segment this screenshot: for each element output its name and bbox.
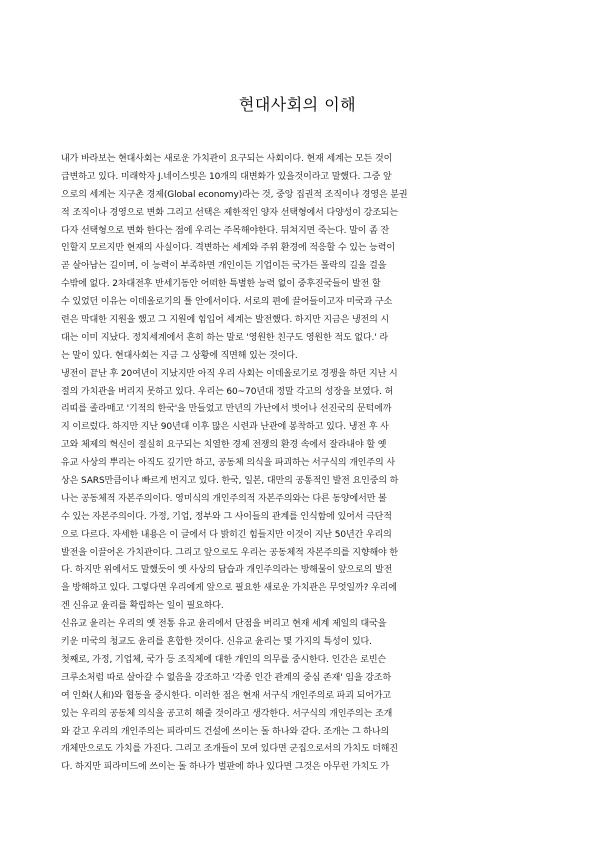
body-text-line: 수 있었던 이유는 이데올로기의 틀 안에서이다. 서로의 편에 끌어들이고자 미국과 구소 (61, 297, 393, 308)
body-text-line: 을 방해하고 있다. 그렇다면 우리에게 앞으로 필요한 새로운 가치관은 무엇일까? 우리에 (61, 583, 397, 594)
document-body (61, 151, 541, 777)
body-text-line: 겐 신유교 윤리를 확립하는 일이 필요하다. (61, 601, 224, 612)
body-text-line: 수 있는 자본주의이다. 가정, 기업, 정부와 그 사이들의 관계를 인식함에 있어서 극단적 (61, 511, 392, 522)
body-text-line: 냉전이 끝난 후 20여년이 지났지만 아직 우리 사회는 이데올로기로 경쟁을 하던 지난 시 (61, 368, 398, 379)
body-text-line: 다자 선택형으로 변화 한다는 점에 우리는 주목해야한다. 뒤쳐지면 죽는다. 말이 좀 잔 (61, 225, 390, 236)
body-text-line: 상은 SARS만큼이나 빠르게 번지고 있다. 한국, 일본, 대만의 공통적인 발전 요인중의 하 (61, 476, 399, 487)
body-text-line: 첫째로, 가정, 기업체, 국가 등 조직체에 대한 개인의 의무를 중시한다. 인간은 로빈슨 (61, 654, 387, 665)
body-text-line: 와 같고 우리의 개인주의는 피라미드 건설에 쓰이는 돌 하나와 같다. 조개는 그 하나의 (61, 726, 390, 737)
body-text-line: 발전을 이끌어온 가치관이다. 그리고 앞으로도 우리는 공동체적 자본주의를 지향해야 한 (61, 547, 398, 558)
document-title: 현대사회의 이해 (238, 95, 357, 114)
body-text-line: 곧 살아남는 길이며, 이 능력이 부족하면 개인이든 기업이든 국가든 몰락의 길을 걸을 (61, 261, 387, 272)
body-text-line: 고와 체제의 혁신이 절실히 요구되는 치열한 경제 전쟁의 환경 속에서 잘라내야 할 옛 (61, 440, 387, 451)
body-text-line: 대는 이미 지났다. 정치세계에서 흔히 하는 말로 '영원한 친구도 영원한 적도 없다.' 라 (61, 332, 389, 343)
body-text-line: 리띠를 졸라매고 '기적의 한국'을 만들었고 만년의 가난에서 벗어나 선진국의 문턱에까 (61, 404, 392, 415)
body-text-line: 다. 하지만 위에서도 말했듯이 옛 사상의 답습과 개인주의라는 방해물이 앞으로의 발전 (61, 565, 393, 576)
body-text-line: 수밖에 없다. 2차대전후 반세기동안 어떠한 특별한 능력 없이 중후진국들이 발전 할 (61, 279, 381, 290)
body-text-line: 으로의 세계는 지구촌 경제(Global economy)라는 것, 중앙 집권적 조직이나 경영은 분권 (61, 189, 408, 200)
body-text-line: 여 인화(人和)와 협동을 중시한다. 이러한 점은 현재 서구식 개인주의로 파괴 되어가고 (61, 690, 392, 701)
body-text-line: 내가 바라보는 현대사회는 새로운 가치관이 요구되는 사회이다. 현재 세계는 모든 것이 (61, 154, 393, 164)
body-text-line: 신유교 윤리는 우리의 옛 전통 유교 윤리에서 단점을 버리고 현재 세계 제일의 대국을 (61, 619, 387, 630)
body-text-line: 는 말이 있다. 현대사회는 지금 그 상황에 직면해 있는 것이다. (61, 350, 298, 361)
body-text-line: 적 조직이나 경영으로 변화 그리고 선택은 제한적인 양자 선택형에서 다양성이 강조되는 (61, 207, 398, 218)
body-text-line: 다. 하지만 피라미드에 쓰이는 돌 하나가 벌판에 하나 있다면 그것은 아무런 가치도 가 (61, 762, 390, 773)
body-text-line: 절의 가치관을 버리지 못하고 있다. 우리는 60~70년대 정말 각고의 성장을 보였다. 허 (61, 386, 394, 397)
body-text-line: 급변하고 있다. 미래학자 J.네이스빗은 10개의 대변화가 있을것이라고 말했다. 그중 앞 (61, 171, 392, 182)
body-text-line: 유교 사상의 뿌리는 아직도 깊기만 하고, 공동체 의식을 파괴하는 서구식의 개인주의 사 (61, 458, 395, 469)
body-text-line: 있는 우리의 공동체 의식을 공고히 해줄 것이라고 생각한다. 서구식의 개인주의는 조개 (61, 708, 393, 719)
body-text-line: 나는 공동체적 자본주의이다. 영미식의 개인주의적 자본주의와는 다른 동양에서만 볼 (61, 493, 387, 504)
body-text-line: 련은 막대한 지원을 했고 그 지원에 힘입어 세계는 발전했다. 하지만 지금은 냉전의 시 (61, 315, 390, 326)
body-text-line: 지 이르렀다. 하지만 지난 90년대 이후 많은 시련과 난관에 봉착하고 있다. 냉전 후 사 (61, 422, 389, 433)
body-text-line: 크루소처럼 따로 살아갈 수 없음을 강조하고 '각종 인간 관계의 중심 존재' 임을 강조하 (61, 672, 392, 683)
body-text-line: 으로 다르다. 자세한 내용은 이 글에서 다 밝히긴 힘들지만 이것이 지난 50년간 우리의 (61, 529, 392, 540)
body-text-line: 인할지 모르지만 현재의 사실이다. 격변하는 세계와 주위 환경에 적응할 수 있는 능력이 (61, 243, 395, 254)
body-text-line: 키운 미국의 청교도 윤리를 혼합한 것이다. 신유교 윤리는 몇 가지의 특성이 있다. (61, 637, 372, 648)
body-text-line: 개체만으로도 가치를 가진다. 그리고 조개들이 모여 있다면 군집으로서의 가치도 더해진 (61, 744, 398, 755)
